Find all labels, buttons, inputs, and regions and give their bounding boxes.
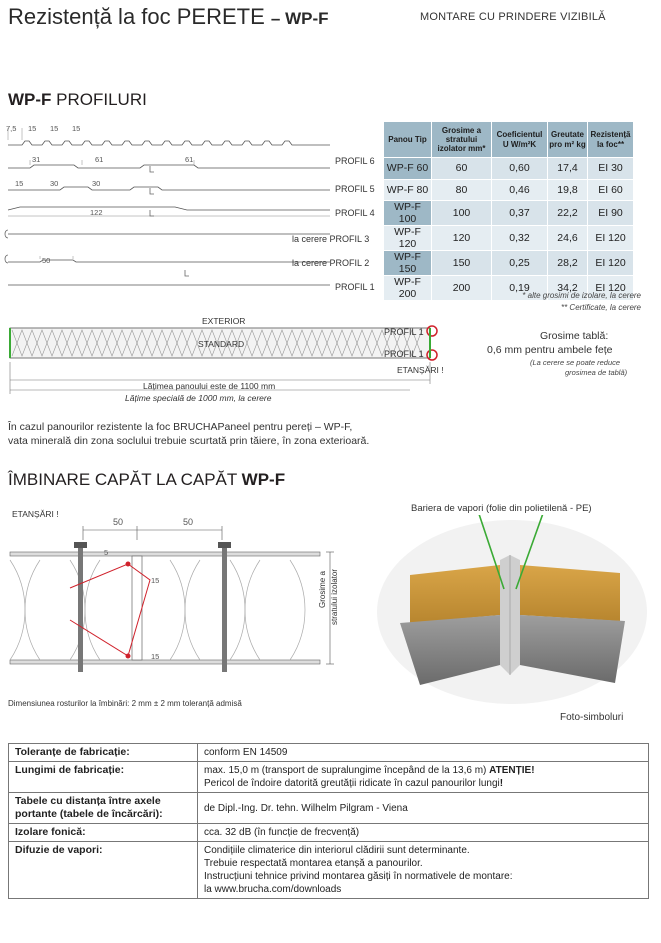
table-header-cell: Grosime a stratului izolator mm* — [432, 122, 492, 158]
panel-width-text: Lățimea panoului este de 1100 mm — [143, 381, 276, 391]
table-cell: 200 — [432, 276, 492, 301]
table-header-row — [384, 122, 634, 158]
panel-table — [383, 121, 634, 301]
table-header-cell: Coeficientul U W/m²K — [492, 122, 548, 158]
joint-dim-small: 5 — [104, 548, 109, 557]
info-paragraph-line-1: În cazul panourilor rezistente la foc BRUCHAPaneel pentru pereți – WP-F, — [8, 421, 353, 433]
table-header-cell: Panou Tip — [384, 122, 432, 158]
page-title — [8, 4, 329, 30]
spec-value — [198, 762, 649, 793]
standard-label: STANDARD — [198, 339, 245, 349]
title-suffix: – WP-F — [270, 9, 329, 28]
insulation-side-label-2: stratului izolator — [330, 568, 339, 625]
sheet-thickness-value: 0,6 mm pentru ambele fețe — [487, 344, 613, 356]
table-cell: 19,8 — [548, 179, 588, 201]
dim-p4: 122 — [90, 208, 103, 217]
sheet-thickness-title: Grosime tablă: — [540, 330, 609, 342]
joint-etansari-label: ETANȘĂRI ! — [12, 509, 59, 519]
joint-dim-15a: 15 — [151, 576, 160, 585]
joint-heading — [8, 470, 285, 490]
profile-label-5: PROFIL 5 — [335, 184, 375, 194]
dim-top-3: 15 — [72, 124, 81, 133]
spec-line-text: max. 15,0 m (transport de supralungime începând de la 13,6 m) — [204, 765, 487, 776]
dim-top-0: 7,5 — [6, 124, 17, 133]
table-cell: 150 — [432, 251, 492, 276]
joint-dim-1: 50 — [113, 517, 124, 527]
table-cell: EI 30 — [588, 158, 634, 180]
spec-key: Difuzie de vapori: — [9, 842, 198, 899]
dim-p5-2: 30 — [92, 179, 101, 188]
table-row — [384, 179, 634, 201]
dim-top-1: 15 — [28, 124, 37, 133]
spec-line — [204, 777, 642, 790]
table-cell: 80 — [432, 179, 492, 201]
spec-key: Tabele cu distanța între axele portante (tabele de încărcări): — [9, 793, 198, 824]
dim-p5-0: 15 — [15, 179, 24, 188]
spec-row — [9, 762, 649, 793]
spec-value — [198, 744, 649, 762]
spec-row — [9, 744, 649, 762]
table-cell: WP-F 150 — [384, 251, 432, 276]
etansari-label: ETANȘĂRI ! — [397, 365, 444, 375]
spec-line: cca. 32 dB (în funcție de frecvență) — [204, 827, 360, 838]
spec-key: Lungimi de fabricație: — [9, 762, 198, 793]
table-cell: EI 120 — [588, 276, 634, 301]
table-cell: 0,46 — [492, 179, 548, 201]
dim-p5-1: 30 — [50, 179, 59, 188]
table-cell: 17,4 — [548, 158, 588, 180]
table-cell: 24,6 — [548, 226, 588, 251]
photo-label: Foto-simboluri — [560, 712, 624, 723]
table-cell: EI 60 — [588, 179, 634, 201]
dim-p6-2: 61 — [185, 155, 194, 164]
vapor-barrier-caption: Bariera de vapori (folie din polietilenă - PE) — [411, 503, 592, 514]
spec-line: Condițiile climaterice din interiorul clădirii sunt determinante. — [204, 845, 470, 856]
spec-value — [198, 824, 649, 842]
table-cell: 0,37 — [492, 201, 548, 226]
exterior-label: EXTERIOR — [202, 316, 246, 326]
table-note-2: ** Certificate, la cerere — [560, 303, 641, 312]
table-cell: 22,2 — [548, 201, 588, 226]
page-subtitle: MONTARE CU PRINDERE VIZIBILĂ — [420, 11, 606, 23]
profile-label-6: PROFIL 6 — [335, 156, 375, 166]
table-row — [384, 251, 634, 276]
spec-line: Instrucțiuni tehnice privind montarea găsiți în normativele de montare: — [204, 871, 513, 882]
spec-row — [9, 793, 649, 824]
exclamation-mark: ! — [499, 778, 504, 789]
panel-width-special: Lățime specială de 1000 mm, la cerere — [125, 393, 272, 403]
spec-key: Izolare fonică: — [9, 824, 198, 842]
spec-row — [9, 824, 649, 842]
joint-diagram — [0, 520, 360, 695]
sheet-thickness-note-2: grosimea de tablă) — [565, 368, 628, 377]
table-cell: EI 120 — [588, 251, 634, 276]
profile-label-2: la cerere PROFIL 2 — [292, 258, 370, 268]
table-cell: 34,2 — [548, 276, 588, 301]
spec-row — [9, 842, 649, 899]
table-cell: 120 — [432, 226, 492, 251]
table-cell: 0,19 — [492, 276, 548, 301]
table-cell: 100 — [432, 201, 492, 226]
table-cell: WP-F 200 — [384, 276, 432, 301]
title-main: Rezistență la foc PERETE — [8, 4, 265, 29]
table-cell: 0,60 — [492, 158, 548, 180]
joint-heading-rest: ÎMBINARE CAPĂT LA CAPĂT — [8, 470, 242, 489]
profiles-heading-bold: WP-F — [8, 90, 52, 109]
joint-dim-2: 50 — [183, 517, 194, 527]
table-row — [384, 226, 634, 251]
dim-p6-1: 61 — [95, 155, 104, 164]
spec-value — [198, 842, 649, 899]
joint-dim-15b: 15 — [151, 652, 160, 661]
table-cell: EI 90 — [588, 201, 634, 226]
spec-line-text: Pericol de îndoire datorită greutății ridicate în cazul panourilor lungi — [204, 778, 500, 789]
attention-label: ATENȚIE! — [489, 765, 535, 776]
profile-label-1: PROFIL 1 — [335, 282, 375, 292]
profiles-heading — [8, 90, 147, 110]
spec-link[interactable]: la www.brucha.com/downloads — [204, 884, 342, 895]
profile-label-3: la cerere PROFIL 3 — [292, 234, 370, 244]
table-cell: 0,25 — [492, 251, 548, 276]
table-cell: 60 — [432, 158, 492, 180]
joint-heading-bold: WP-F — [241, 470, 286, 489]
profile-right-bottom: PROFIL 1 — [384, 349, 424, 359]
dim-p2: 50 — [42, 256, 51, 265]
table-row — [384, 201, 634, 226]
table-cell: WP-F 120 — [384, 226, 432, 251]
table-header-cell: Rezistență la foc** — [588, 122, 634, 158]
spec-line: de Dipl.-Ing. Dr. tehn. Wilhelm Pilgram - Viena — [204, 802, 408, 814]
profile-label-4: PROFIL 4 — [335, 208, 375, 218]
insulation-side-label-1: Grosime a — [318, 571, 327, 608]
spec-line: Trebuie respectată montarea etanșă a panourilor. — [204, 858, 423, 869]
table-cell: WP-F 60 — [384, 158, 432, 180]
spec-key: Toleranțe de fabricație: — [9, 744, 198, 762]
table-note-1: * alte grosimi de izolare, la cerere — [522, 291, 641, 300]
table-cell: EI 120 — [588, 226, 634, 251]
table-cell: 0,32 — [492, 226, 548, 251]
profile-right-top: PROFIL 1 — [384, 327, 424, 337]
spec-line: conform EN 14509 — [204, 747, 288, 758]
dim-top-2: 15 — [50, 124, 59, 133]
profile-drawings — [0, 122, 380, 297]
spec-line — [204, 764, 642, 777]
sheet-thickness-note-1: (La cerere se poate reduce — [530, 358, 621, 367]
dim-p6-0: 31 — [32, 155, 41, 164]
table-cell: WP-F 80 — [384, 179, 432, 201]
spec-table — [8, 743, 649, 899]
spec-value — [198, 793, 649, 824]
table-row — [384, 158, 634, 180]
info-paragraph-line-2: vata minerală din zona soclului trebuie scurtată prin tăiere, în zona exterioară. — [8, 435, 370, 447]
profiles-heading-rest: PROFILURI — [51, 90, 147, 109]
table-header-cell: Greutate pro m² kg — [548, 122, 588, 158]
joint-photo — [370, 515, 655, 710]
table-cell: 28,2 — [548, 251, 588, 276]
table-cell: WP-F 100 — [384, 201, 432, 226]
joint-tolerance-note: Dimensiunea rosturilor la îmbinări: 2 mm ± 2 mm toleranță admisă — [8, 699, 242, 708]
